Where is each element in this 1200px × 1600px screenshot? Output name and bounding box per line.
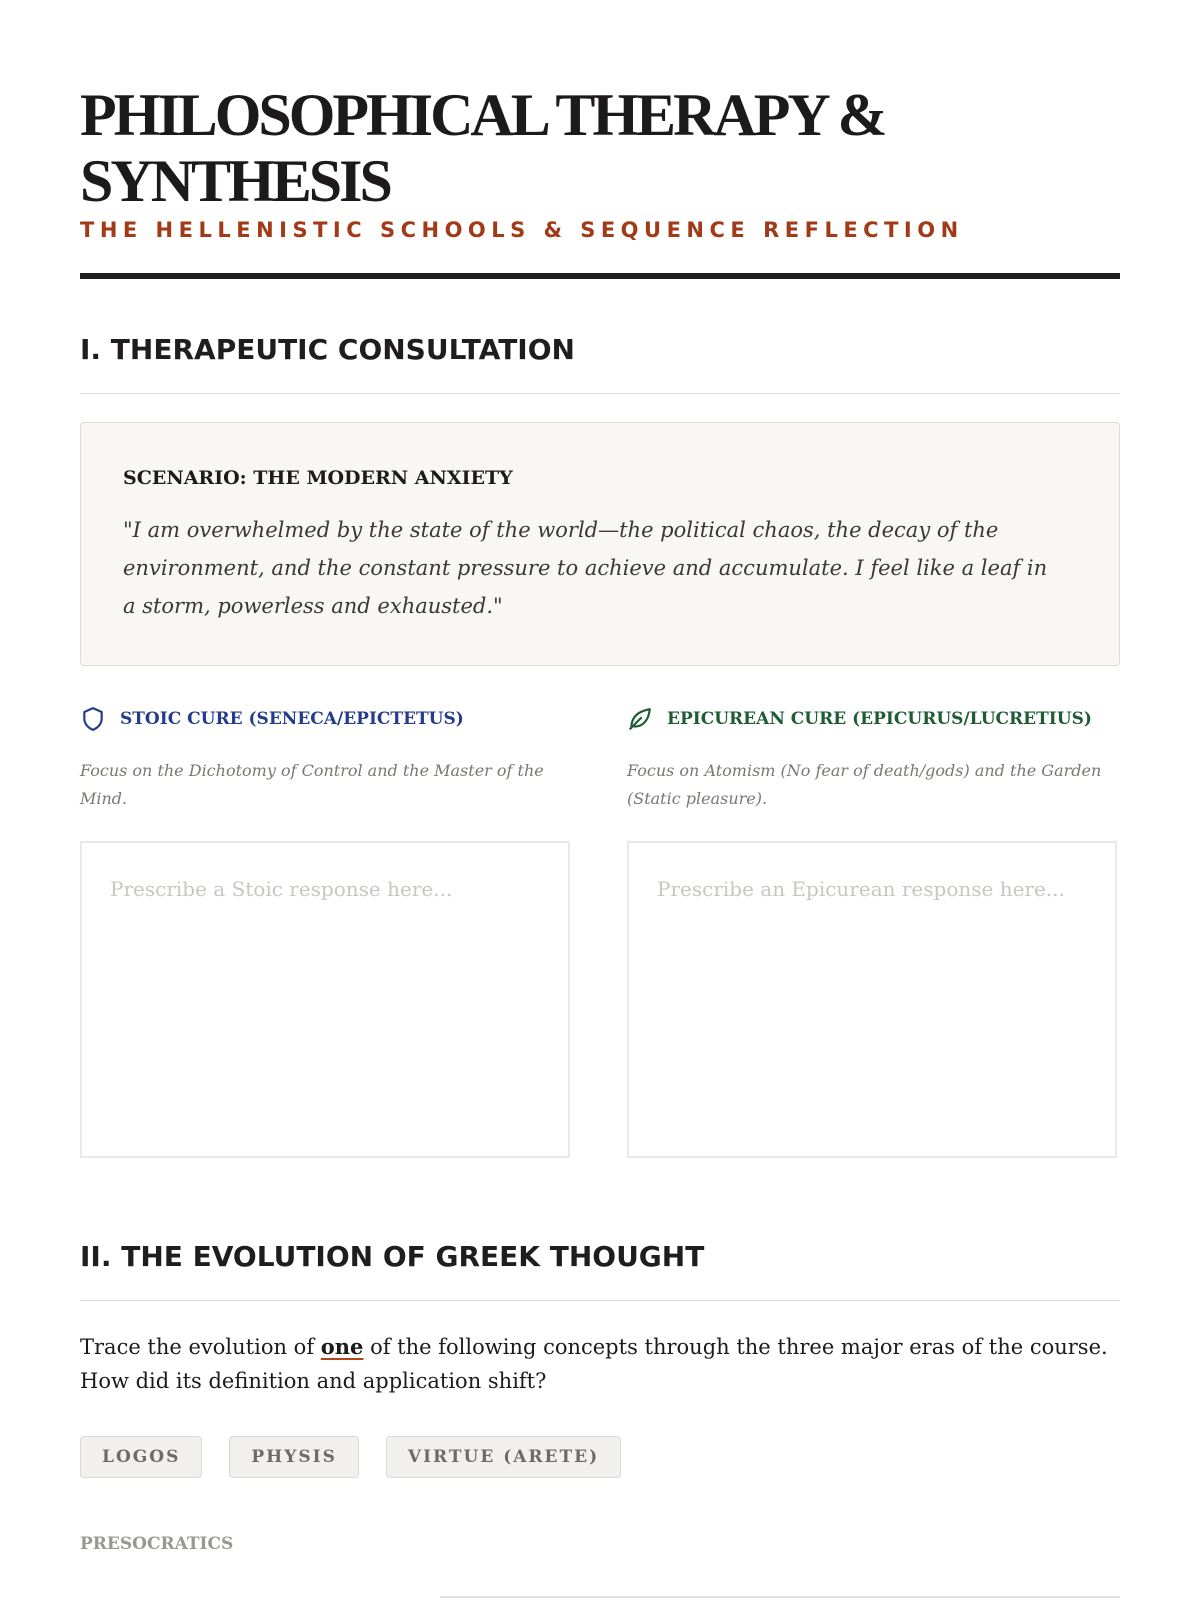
evolution-prompt (80, 1330, 1120, 1398)
concept-virtue-button[interactable]: VIRTUE (ARETE) (386, 1436, 621, 1478)
prompt-text-end: of the following concepts through the three major eras of the course. How did its definition and application shift? (80, 1335, 1108, 1393)
section-divider (80, 1300, 1120, 1301)
stoic-response-field[interactable] (80, 841, 570, 1158)
prompt-text-start: Trace the evolution of (80, 1335, 321, 1359)
page-subtitle: THE HELLENISTIC SCHOOLS & SEQUENCE REFLECTION (80, 218, 964, 242)
scenario-quote: "I am overwhelmed by the state of the world—the political chaos, the decay of the environment, and the constant pressure to achieve and accumulate. I feel like a leaf in a storm, powerless and exhausted." (123, 518, 1048, 618)
concept-options (80, 1436, 621, 1478)
epicurean-response-field[interactable] (627, 841, 1117, 1158)
stoic-cure-heading (80, 706, 464, 732)
era-answer-line (440, 1596, 1120, 1598)
section-divider (80, 393, 1120, 394)
epicurean-cure-heading (627, 706, 1092, 732)
concept-physis-button[interactable]: PHYSIS (229, 1436, 359, 1478)
prompt-emphasis: one (320, 1334, 364, 1359)
page-title: PHILOSOPHICAL THERAPY & SYNTHESIS (80, 82, 885, 214)
section-heading-consultation: I. THERAPEUTIC CONSULTATION (80, 333, 575, 366)
epicurean-cure-description: Focus on Atomism (No fear of death/gods) and the Garden (Static pleasure). (627, 761, 1102, 808)
scenario-card (80, 422, 1120, 666)
stoic-cure-description: Focus on the Dichotomy of Control and the Master of the Mind. (80, 761, 544, 808)
scenario-label: SCENARIO: THE MODERN ANXIETY (123, 467, 513, 489)
leaf-icon (627, 706, 653, 732)
title-divider (80, 273, 1120, 279)
section-heading-evolution: II. THE EVOLUTION OF GREEK THOUGHT (80, 1240, 705, 1273)
era-label-presocratics: PRESOCRATICS (80, 1534, 234, 1554)
shield-icon (80, 706, 106, 732)
concept-logos-button[interactable]: LOGOS (80, 1436, 202, 1478)
stoic-cure-title: STOIC CURE (SENECA/EPICTETUS) (120, 709, 464, 729)
epicurean-cure-title: EPICUREAN CURE (EPICURUS/LUCRETIUS) (667, 709, 1092, 729)
